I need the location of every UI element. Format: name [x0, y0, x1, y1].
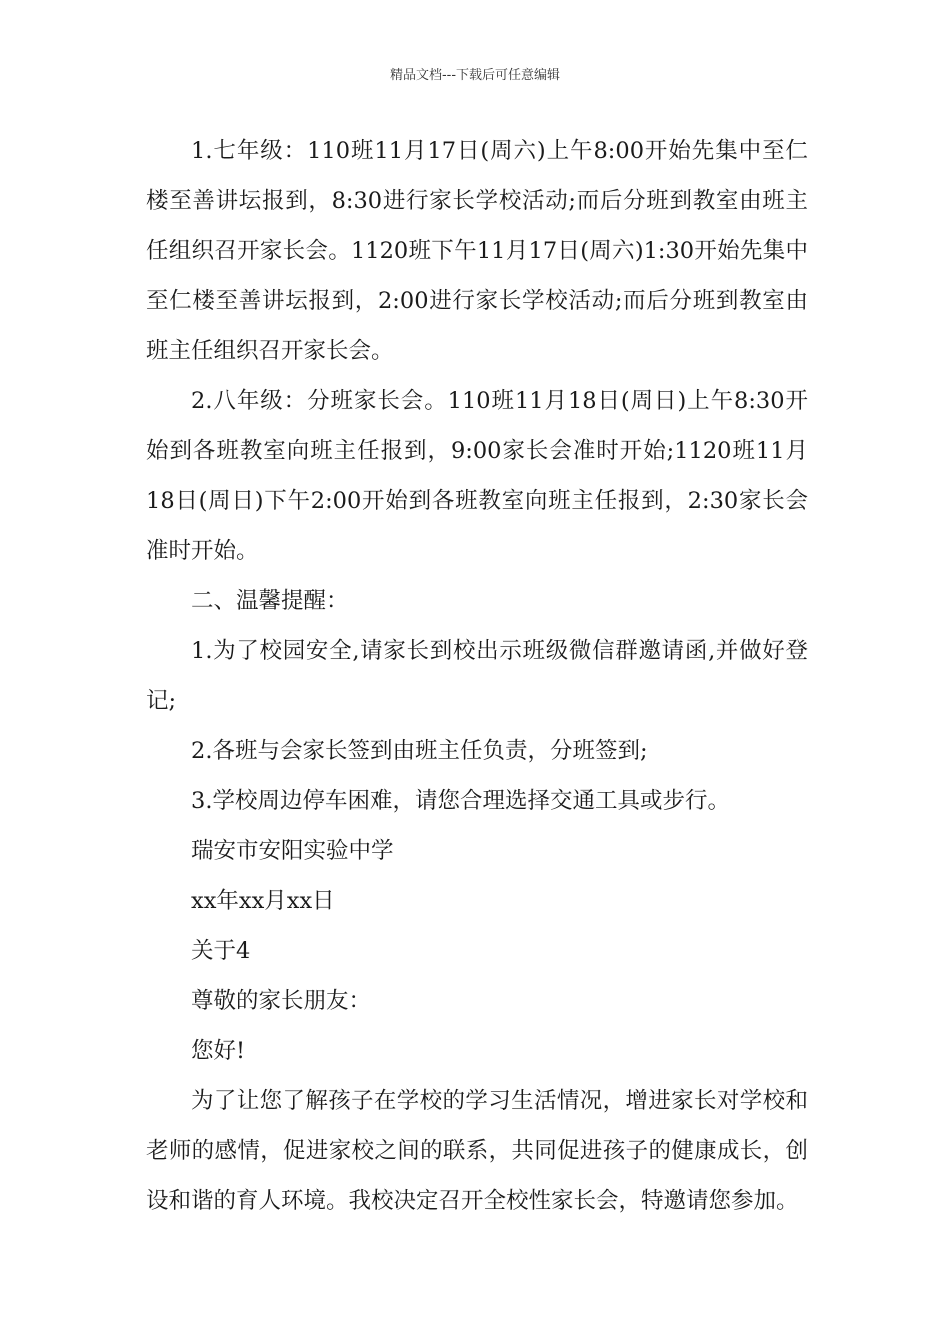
- document-body: [146, 126, 808, 1226]
- reminder-item-signin: 2.各班与会家长签到由班主任负责，分班签到;: [191, 738, 648, 764]
- letter-greeting: 您好!: [191, 1038, 246, 1064]
- letter-body-paragraph: 为了让您了解孩子在学校的学习生活情况，增进家长对学校和老师的感情，促进家校之间的联系，共同促进孩子的健康成长，创设和谐的育人环境。我校决定召开全校性家长会，特邀请您参加。: [146, 1088, 808, 1214]
- paragraph-grade8-schedule: 2.八年级：分班家长会。110班11月18日(周日)上午8:30开始到各班教室向班主任报到，9:00家长会准时开始;1120班11月18日(周日)下午2:00开始到各班教室向班主任报到，2:30家长会准时开始。: [146, 388, 808, 564]
- reminder-item-parking: 3.学校周边停车困难，请您合理选择交通工具或步行。: [191, 788, 730, 814]
- signature-date: xx年xx月xx日: [191, 888, 335, 914]
- paragraph-grade7-schedule: 1.七年级：110班11月17日(周六)上午8:00开始先集中至仁楼至善讲坛报到，8:30进行家长学校活动;而后分班到教室由班主任组织召开家长会。1120班下午11月17日(周六)1:30开始先集中至仁楼至善讲坛报到，2:00进行家长学校活动;而后分班到教室由班主任组织召开家长会。: [146, 138, 808, 364]
- letter-salutation: 尊敬的家长朋友：: [191, 988, 372, 1014]
- document-title-fragment: 关于4: [191, 938, 251, 964]
- signature-school-name: 瑞安市安阳实验中学: [191, 838, 394, 864]
- reminder-item-safety: 1.为了校园安全,请家长到校出示班级微信群邀请函,并做好登记;: [146, 638, 808, 714]
- section-heading-reminders: 二、温馨提醒：: [191, 588, 349, 614]
- page-header: 精品文档---下载后可任意编辑: [389, 68, 561, 83]
